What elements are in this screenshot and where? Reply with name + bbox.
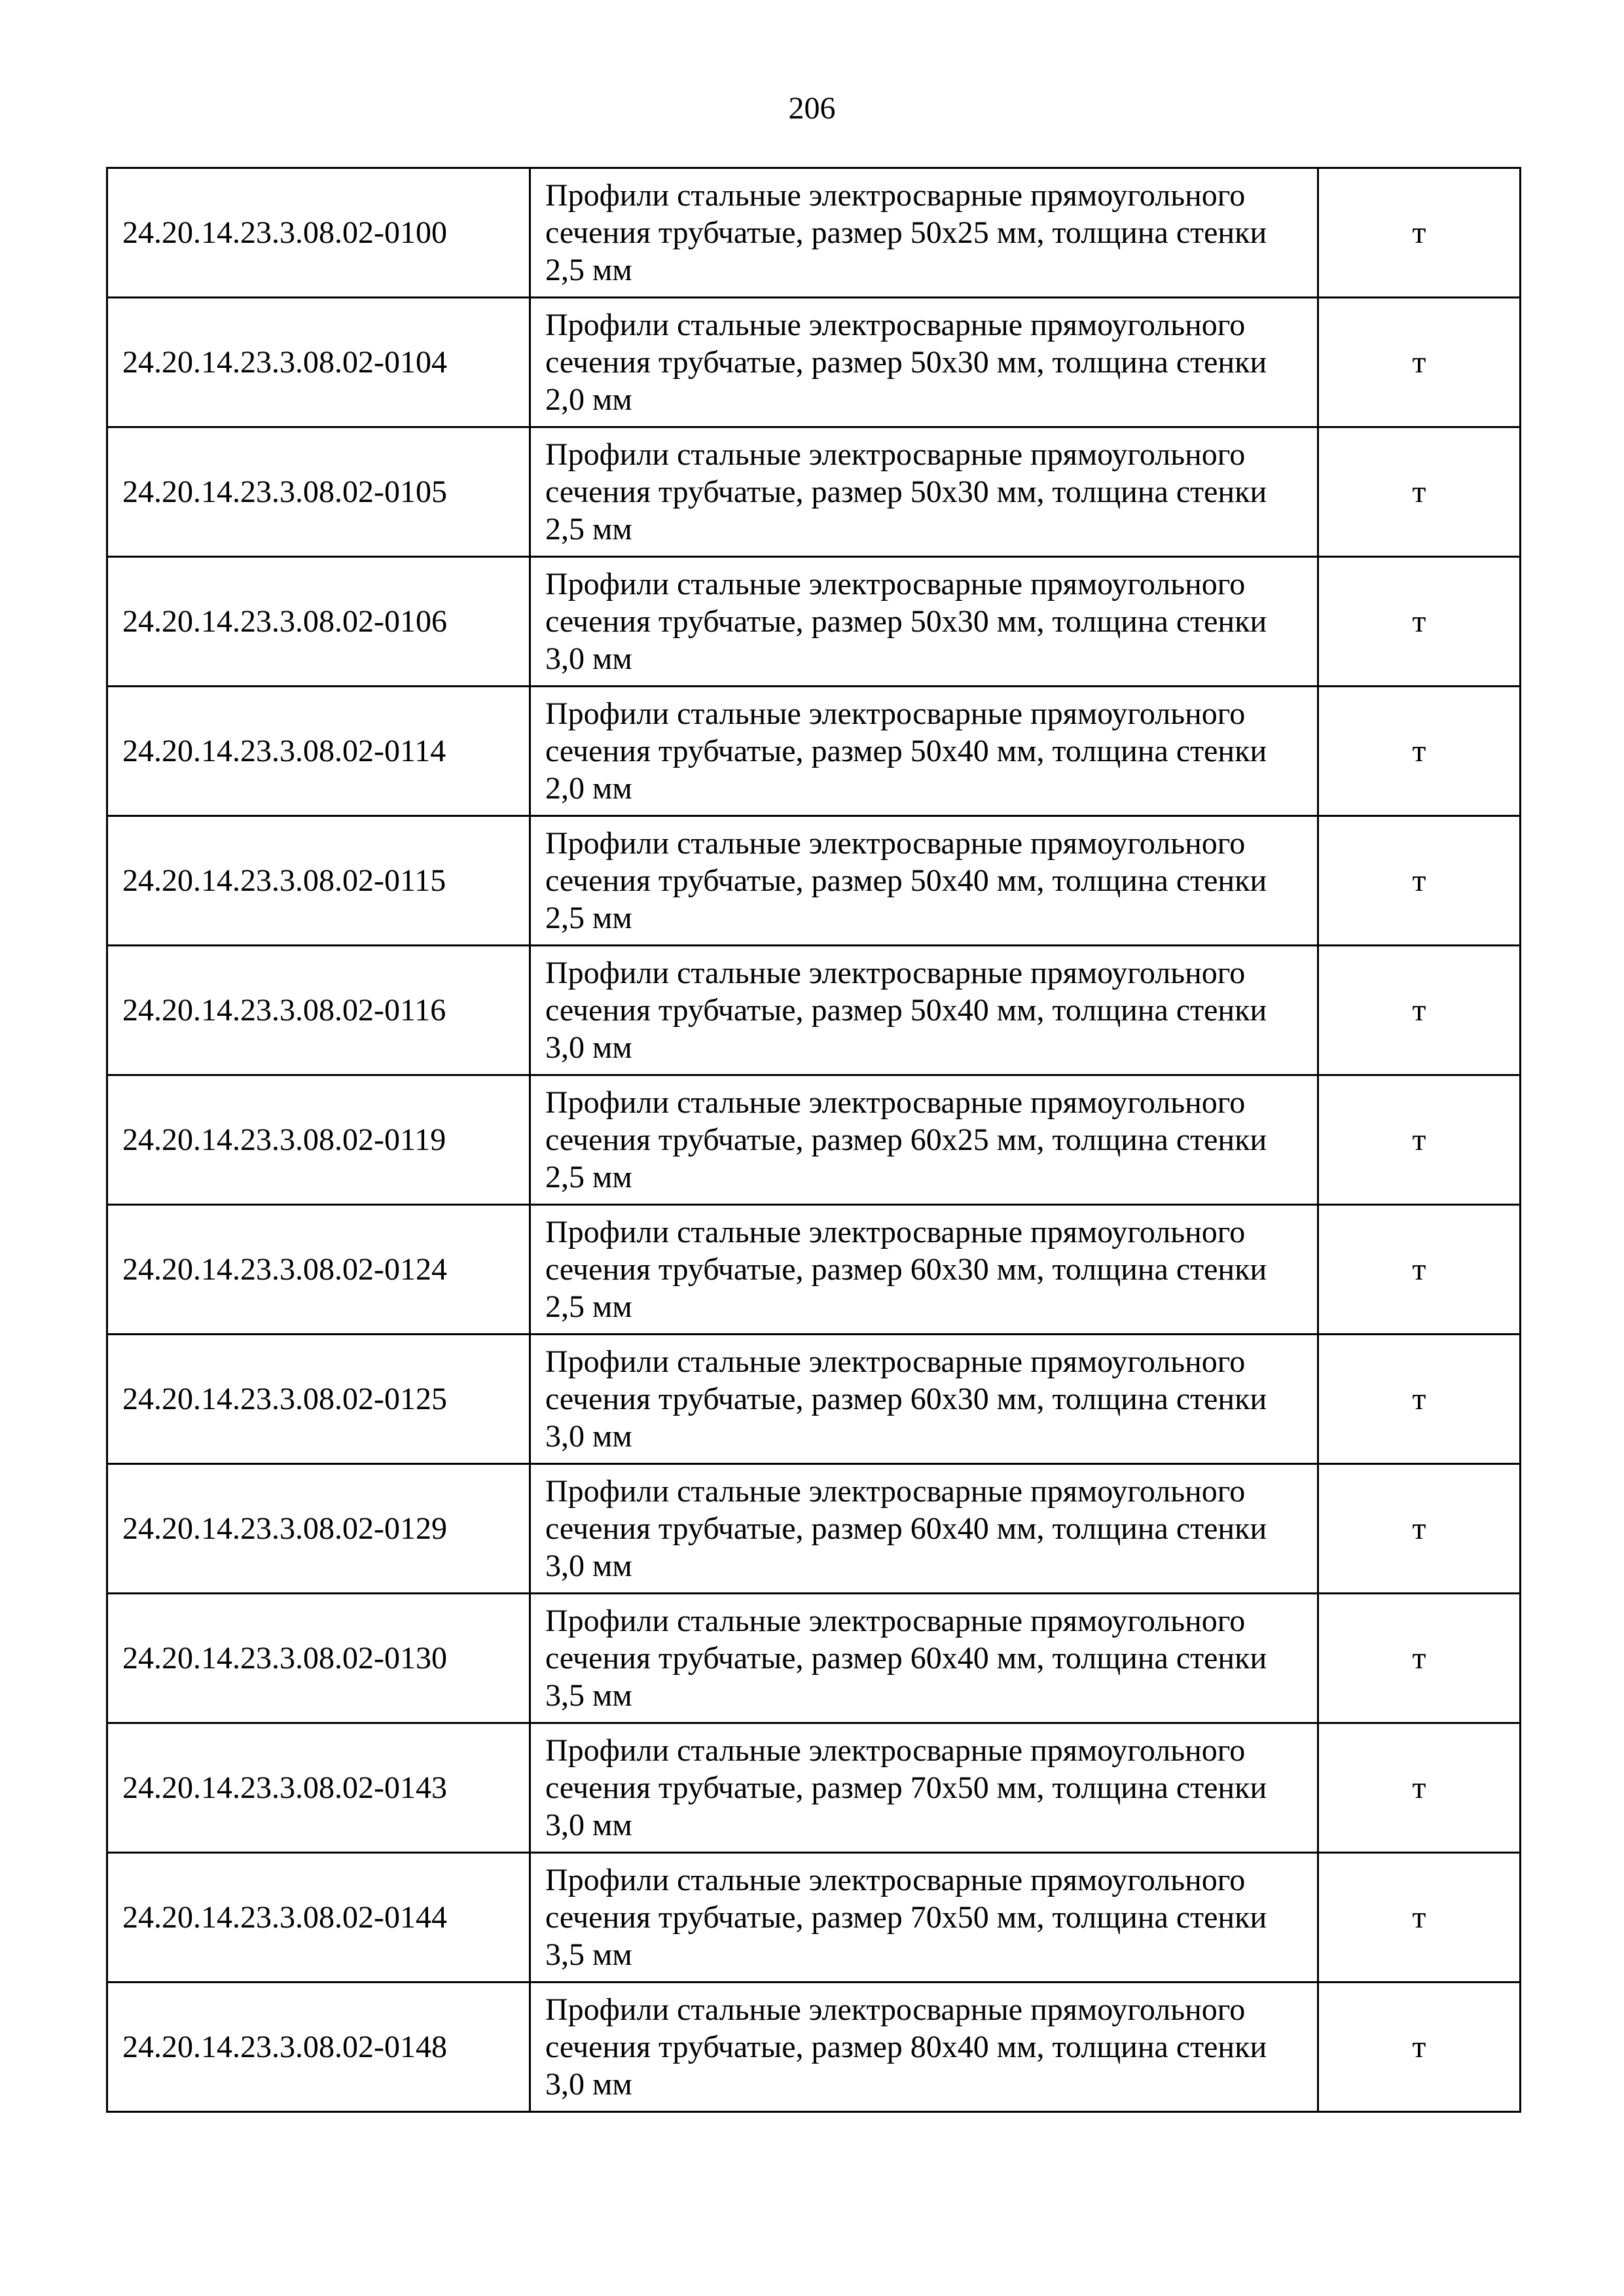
unit-cell: т: [1318, 1205, 1521, 1335]
name-cell: Профили стальные электросварные прямоугольного сечения трубчатые, размер 70х50 мм, толщина стенки 3,0 мм: [530, 1723, 1318, 1853]
table-row: [107, 1335, 1521, 1464]
name-cell: Профили стальные электросварные прямоугольного сечения трубчатые, размер 80х40 мм, толщина стенки 3,0 мм: [530, 1982, 1318, 2112]
name-cell: Профили стальные электросварные прямоугольного сечения трубчатые, размер 60х40 мм, толщина стенки 3,0 мм: [530, 1464, 1318, 1594]
code-cell: 24.20.14.23.3.08.02-0104: [107, 298, 530, 427]
name-cell: Профили стальные электросварные прямоугольного сечения трубчатые, размер 50х30 мм, толщина стенки 2,5 мм: [530, 427, 1318, 557]
name-cell: Профили стальные электросварные прямоугольного сечения трубчатые, размер 50х40 мм, толщина стенки 2,5 мм: [530, 816, 1318, 946]
code-cell: 24.20.14.23.3.08.02-0125: [107, 1335, 530, 1464]
name-cell: Профили стальные электросварные прямоугольного сечения трубчатые, размер 60х30 мм, толщина стенки 2,5 мм: [530, 1205, 1318, 1335]
code-cell: 24.20.14.23.3.08.02-0124: [107, 1205, 530, 1335]
name-cell: Профили стальные электросварные прямоугольного сечения трубчатые, размер 70х50 мм, толщина стенки 3,5 мм: [530, 1853, 1318, 1982]
code-cell: 24.20.14.23.3.08.02-0144: [107, 1853, 530, 1982]
unit-cell: т: [1318, 1464, 1521, 1594]
name-cell: Профили стальные электросварные прямоугольного сечения трубчатые, размер 60х30 мм, толщина стенки 3,0 мм: [530, 1335, 1318, 1464]
code-cell: 24.20.14.23.3.08.02-0130: [107, 1594, 530, 1723]
unit-cell: т: [1318, 1982, 1521, 2112]
name-cell: Профили стальные электросварные прямоугольного сечения трубчатые, размер 50х30 мм, толщина стенки 2,0 мм: [530, 298, 1318, 427]
unit-cell: т: [1318, 1723, 1521, 1853]
code-cell: 24.20.14.23.3.08.02-0116: [107, 946, 530, 1075]
unit-cell: т: [1318, 557, 1521, 687]
name-cell: Профили стальные электросварные прямоугольного сечения трубчатые, размер 60х40 мм, толщина стенки 3,5 мм: [530, 1594, 1318, 1723]
code-cell: 24.20.14.23.3.08.02-0129: [107, 1464, 530, 1594]
unit-cell: т: [1318, 1594, 1521, 1723]
table-row: [107, 298, 1521, 427]
unit-cell: т: [1318, 298, 1521, 427]
table-row: [107, 1853, 1521, 1982]
table-row: [107, 946, 1521, 1075]
code-cell: 24.20.14.23.3.08.02-0143: [107, 1723, 530, 1853]
code-cell: 24.20.14.23.3.08.02-0105: [107, 427, 530, 557]
code-cell: 24.20.14.23.3.08.02-0106: [107, 557, 530, 687]
name-cell: Профили стальные электросварные прямоугольного сечения трубчатые, размер 50х25 мм, толщина стенки 2,5 мм: [530, 168, 1318, 298]
table-row: [107, 1464, 1521, 1594]
code-cell: 24.20.14.23.3.08.02-0119: [107, 1075, 530, 1205]
name-cell: Профили стальные электросварные прямоугольного сечения трубчатые, размер 50х30 мм, толщина стенки 3,0 мм: [530, 557, 1318, 687]
unit-cell: т: [1318, 816, 1521, 946]
unit-cell: т: [1318, 427, 1521, 557]
unit-cell: т: [1318, 1335, 1521, 1464]
table-row: [107, 1723, 1521, 1853]
table-row: [107, 427, 1521, 557]
unit-cell: т: [1318, 1853, 1521, 1982]
code-cell: 24.20.14.23.3.08.02-0115: [107, 816, 530, 946]
code-cell: 24.20.14.23.3.08.02-0100: [107, 168, 530, 298]
table-row: [107, 1205, 1521, 1335]
table-row: [107, 1982, 1521, 2112]
table-row: [107, 816, 1521, 946]
table-row: [107, 557, 1521, 687]
unit-cell: т: [1318, 946, 1521, 1075]
materials-table: [106, 167, 1521, 2113]
page-number: 206: [788, 91, 836, 126]
table-row: [107, 168, 1521, 298]
unit-cell: т: [1318, 168, 1521, 298]
name-cell: Профили стальные электросварные прямоугольного сечения трубчатые, размер 60х25 мм, толщина стенки 2,5 мм: [530, 1075, 1318, 1205]
code-cell: 24.20.14.23.3.08.02-0148: [107, 1982, 530, 2112]
unit-cell: т: [1318, 1075, 1521, 1205]
unit-cell: т: [1318, 687, 1521, 816]
code-cell: 24.20.14.23.3.08.02-0114: [107, 687, 530, 816]
name-cell: Профили стальные электросварные прямоугольного сечения трубчатые, размер 50х40 мм, толщина стенки 2,0 мм: [530, 687, 1318, 816]
table-row: [107, 1075, 1521, 1205]
table-row: [107, 1594, 1521, 1723]
table-row: [107, 687, 1521, 816]
name-cell: Профили стальные электросварные прямоугольного сечения трубчатые, размер 50х40 мм, толщина стенки 3,0 мм: [530, 946, 1318, 1075]
